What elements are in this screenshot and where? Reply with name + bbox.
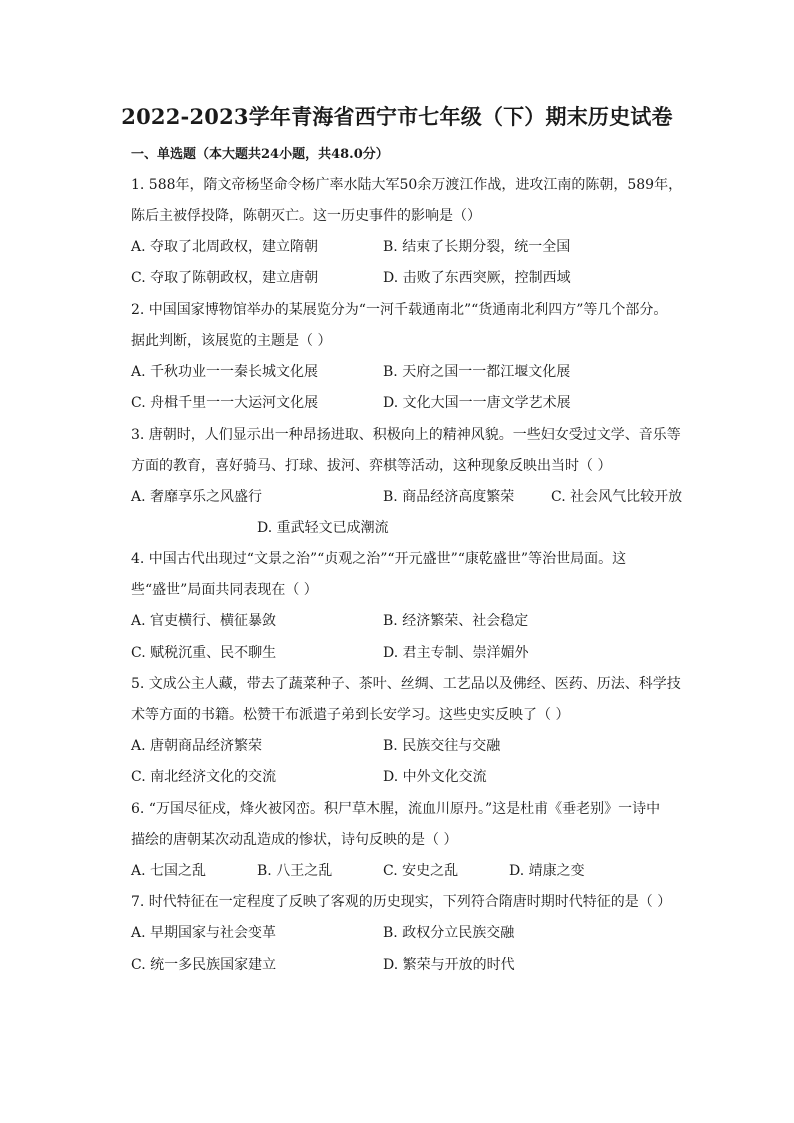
question-5-option-d: D. 中外文化交流 xyxy=(383,769,487,785)
question-1-line-2: 陈后主被俘投降，陈朝灭亡。这一历史事件的影响是（） xyxy=(131,208,481,224)
question-3-option-b: B. 商品经济高度繁荣 xyxy=(383,489,515,505)
question-6-option-b: B. 八王之乱 xyxy=(257,863,333,879)
question-6-option-c: C. 安史之乱 xyxy=(383,863,459,879)
question-4-option-a: A. 官吏横行、横征暴敛 xyxy=(131,613,277,629)
question-7-option-c: C. 统一多民族国家建立 xyxy=(131,957,277,973)
question-1-option-b: B. 结束了长期分裂，统一全国 xyxy=(383,239,571,255)
question-4-line-1: 4. 中国古代出现过“文景之治”“贞观之治”“开元盛世”“康乾盛世”等治世局面。这 xyxy=(131,551,627,567)
question-2-option-c: C. 舟楫千里一一大运河文化展 xyxy=(131,395,319,411)
question-5-option-b: B. 民族交往与交融 xyxy=(383,738,501,754)
question-5-option-a: A. 唐朝商品经济繁荣 xyxy=(131,738,263,754)
question-3-line-1: 3. 唐朝时，人们显示出一种昂扬进取、积极向上的精神风貌。一些妇女受过文学、音乐等 xyxy=(131,427,681,443)
question-6-line-2: 描绘的唐朝某次动乱造成的惨状，诗句反映的是（ ） xyxy=(131,832,458,848)
question-3-option-d: D. 重武轻文已成潮流 xyxy=(257,520,389,536)
question-7-option-b: B. 政权分立民族交融 xyxy=(383,925,515,941)
question-2-line-2: 据此判断，该展览的主题是（ ） xyxy=(131,333,332,349)
question-1-option-a: A. 夺取了北周政权，建立隋朝 xyxy=(131,239,319,255)
question-1-line-1: 1. 588年，隋文帝杨坚命令杨广率水陆大军50余万渡江作战，进攻江南的陈朝，589年， xyxy=(131,177,683,193)
question-4-option-d: D. 君主专制、崇洋媚外 xyxy=(383,645,529,661)
question-7-option-a: A. 早期国家与社会变革 xyxy=(131,925,277,941)
question-1-option-c: C. 夺取了陈朝政权，建立唐朝 xyxy=(131,270,319,286)
question-2-option-b: B. 天府之国一一都江堰文化展 xyxy=(383,364,571,380)
question-4-option-b: B. 经济繁荣、社会稳定 xyxy=(383,613,529,629)
question-2-option-a: A. 千秋功业一一秦长城文化展 xyxy=(131,364,319,380)
question-3-option-c: C. 社会风气比较开放 xyxy=(551,489,683,505)
exam-title: 2022-2023学年青海省西宁市七年级（下）期末历史试卷 xyxy=(121,104,673,129)
section-heading: 一、单选题（本大题共24小题，共48.0分） xyxy=(131,147,389,162)
question-7-option-d: D. 繁荣与开放的时代 xyxy=(383,957,515,973)
question-5-option-c: C. 南北经济文化的交流 xyxy=(131,769,277,785)
question-5-line-2: 术等方面的书籍。松赞干布派遣子弟到长安学习。这些史实反映了（ ） xyxy=(131,707,570,723)
question-5-line-1: 5. 文成公主人藏，带去了蔬菜种子、茶叶、丝绸、工艺品以及佛经、医药、历法、科学技 xyxy=(131,676,681,692)
question-1-option-d: D. 击败了东西突厥，控制西域 xyxy=(383,270,571,286)
question-6-line-1: 6. “万国尽征戍，烽火被冈峦。积尸草木腥，流血川原丹。”这是杜甫《垂老别》一诗中 xyxy=(131,801,661,817)
question-3-line-2: 方面的教育，喜好骑马、打球、拔河、弈棋等活动，这种现象反映出当时（ ） xyxy=(131,458,612,474)
question-6-option-d: D. 靖康之变 xyxy=(509,863,585,879)
question-3-option-a: A. 奢靡享乐之风盛行 xyxy=(131,489,263,505)
question-4-option-c: C. 赋税沉重、民不聊生 xyxy=(131,645,277,661)
question-6-option-a: A. 七国之乱 xyxy=(131,863,207,879)
question-2-option-d: D. 文化大国一一唐文学艺术展 xyxy=(383,395,571,411)
question-4-line-2: 些“盛世”局面共同表现在（ ） xyxy=(131,582,318,598)
question-7-line-1: 7. 时代特征在一定程度了反映了客观的历史现实，下列符合隋唐时期时代特征的是（ ） xyxy=(131,894,672,910)
question-2-line-1: 2. 中国国家博物馆举办的某展览分为“一河千载通南北”“货通南北利四方”等几个部分。 xyxy=(131,302,668,318)
